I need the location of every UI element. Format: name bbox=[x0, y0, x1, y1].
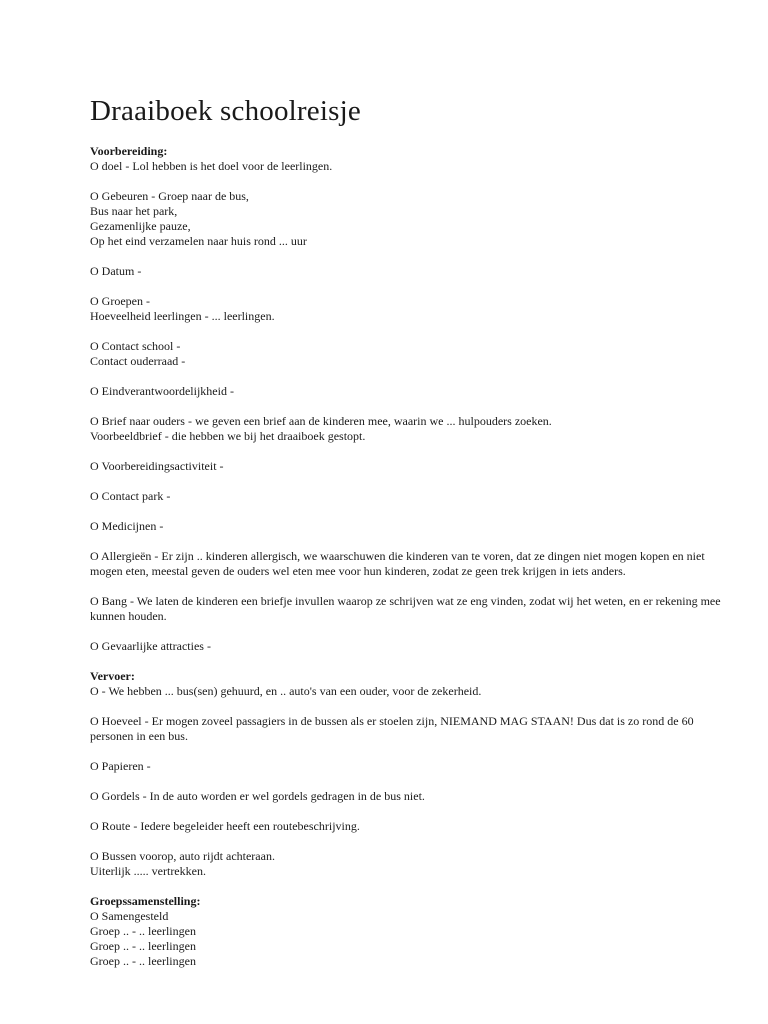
paragraph bbox=[90, 414, 730, 444]
text-line: O Bang - We laten de kinderen een briefje invullen waarop ze schrijven wat ze eng vinden, zodat wij het weten, en er rekening mee kunnen houden. bbox=[90, 594, 721, 623]
text-line: O Route - Iedere begeleider heeft een routebeschrijving. bbox=[90, 819, 360, 833]
text-line: O Papieren - bbox=[90, 759, 151, 773]
text-line: O Datum - bbox=[90, 264, 142, 278]
text-line: O Gordels - In de auto worden er wel gordels gedragen in de bus niet. bbox=[90, 789, 425, 803]
text-line: Contact ouderraad - bbox=[90, 354, 186, 368]
paragraph bbox=[90, 594, 730, 624]
section-heading: Groepssamenstelling: bbox=[90, 894, 201, 908]
paragraph bbox=[90, 489, 730, 504]
paragraph bbox=[90, 459, 730, 474]
text-line: O doel - Lol hebben is het doel voor de leerlingen. bbox=[90, 159, 333, 173]
text-line: O Voorbereidingsactiviteit - bbox=[90, 459, 224, 473]
text-line: Groep .. - .. leerlingen bbox=[90, 954, 196, 968]
text-line: Op het eind verzamelen naar huis rond ... uur bbox=[90, 234, 307, 248]
paragraph bbox=[90, 819, 730, 834]
paragraph bbox=[90, 789, 730, 804]
paragraph bbox=[90, 849, 730, 879]
text-line: Uiterlijk ..... vertrekken. bbox=[90, 864, 206, 878]
text-line: O Gebeuren - Groep naar de bus, bbox=[90, 189, 249, 203]
text-line: Voorbeeldbrief - die hebben we bij het draaiboek gestopt. bbox=[90, 429, 366, 443]
text-line: O Contact school - bbox=[90, 339, 181, 353]
paragraph bbox=[90, 639, 730, 654]
text-line: O Groepen - bbox=[90, 294, 150, 308]
text-line: O Allergieën - Er zijn .. kinderen allergisch, we waarschuwen die kinderen van te voren, dat ze dingen niet mogen kopen en niet mogen eten, meestal geven de ouders wel eten mee voor hun kinderen, zodat ze geen trek krijgen in iets anders. bbox=[90, 549, 705, 578]
text-line: O Bussen voorop, auto rijdt achteraan. bbox=[90, 849, 275, 863]
document-title: Draaiboek schoolreisje bbox=[90, 95, 361, 127]
text-line: O Brief naar ouders - we geven een brief aan de kinderen mee, waarin we ... hulpouders zoeken. bbox=[90, 414, 552, 428]
text-line: O Gevaarlijke attracties - bbox=[90, 639, 211, 653]
document-body bbox=[90, 144, 730, 969]
text-line: O Contact park - bbox=[90, 489, 171, 503]
document-page bbox=[90, 92, 730, 984]
paragraph bbox=[90, 759, 730, 774]
text-line: O Medicijnen - bbox=[90, 519, 164, 533]
section-heading: Voorbereiding: bbox=[90, 144, 168, 158]
paragraph bbox=[90, 384, 730, 399]
text-line: O Eindverantwoordelijkheid - bbox=[90, 384, 234, 398]
text-line: Groep .. - .. leerlingen bbox=[90, 924, 196, 938]
text-line: Bus naar het park, bbox=[90, 204, 178, 218]
text-line: Hoeveelheid leerlingen - ... leerlingen. bbox=[90, 309, 275, 323]
paragraph bbox=[90, 339, 730, 369]
paragraph bbox=[90, 894, 730, 969]
paragraph bbox=[90, 144, 730, 174]
text-line: O Samengesteld bbox=[90, 909, 169, 923]
paragraph bbox=[90, 264, 730, 279]
text-line: Gezamenlijke pauze, bbox=[90, 219, 191, 233]
paragraph bbox=[90, 714, 730, 744]
paragraph bbox=[90, 189, 730, 249]
paragraph bbox=[90, 294, 730, 324]
text-line: Groep .. - .. leerlingen bbox=[90, 939, 196, 953]
paragraph bbox=[90, 519, 730, 534]
text-line: O - We hebben ... bus(sen) gehuurd, en .. auto's van een ouder, voor de zekerheid. bbox=[90, 684, 482, 698]
text-line: O Hoeveel - Er mogen zoveel passagiers in de bussen als er stoelen zijn, NIEMAND MAG STAAN! Dus dat is zo rond de 60 personen in een bus. bbox=[90, 714, 694, 743]
paragraph bbox=[90, 669, 730, 699]
section-heading: Vervoer: bbox=[90, 669, 135, 683]
paragraph bbox=[90, 549, 730, 579]
